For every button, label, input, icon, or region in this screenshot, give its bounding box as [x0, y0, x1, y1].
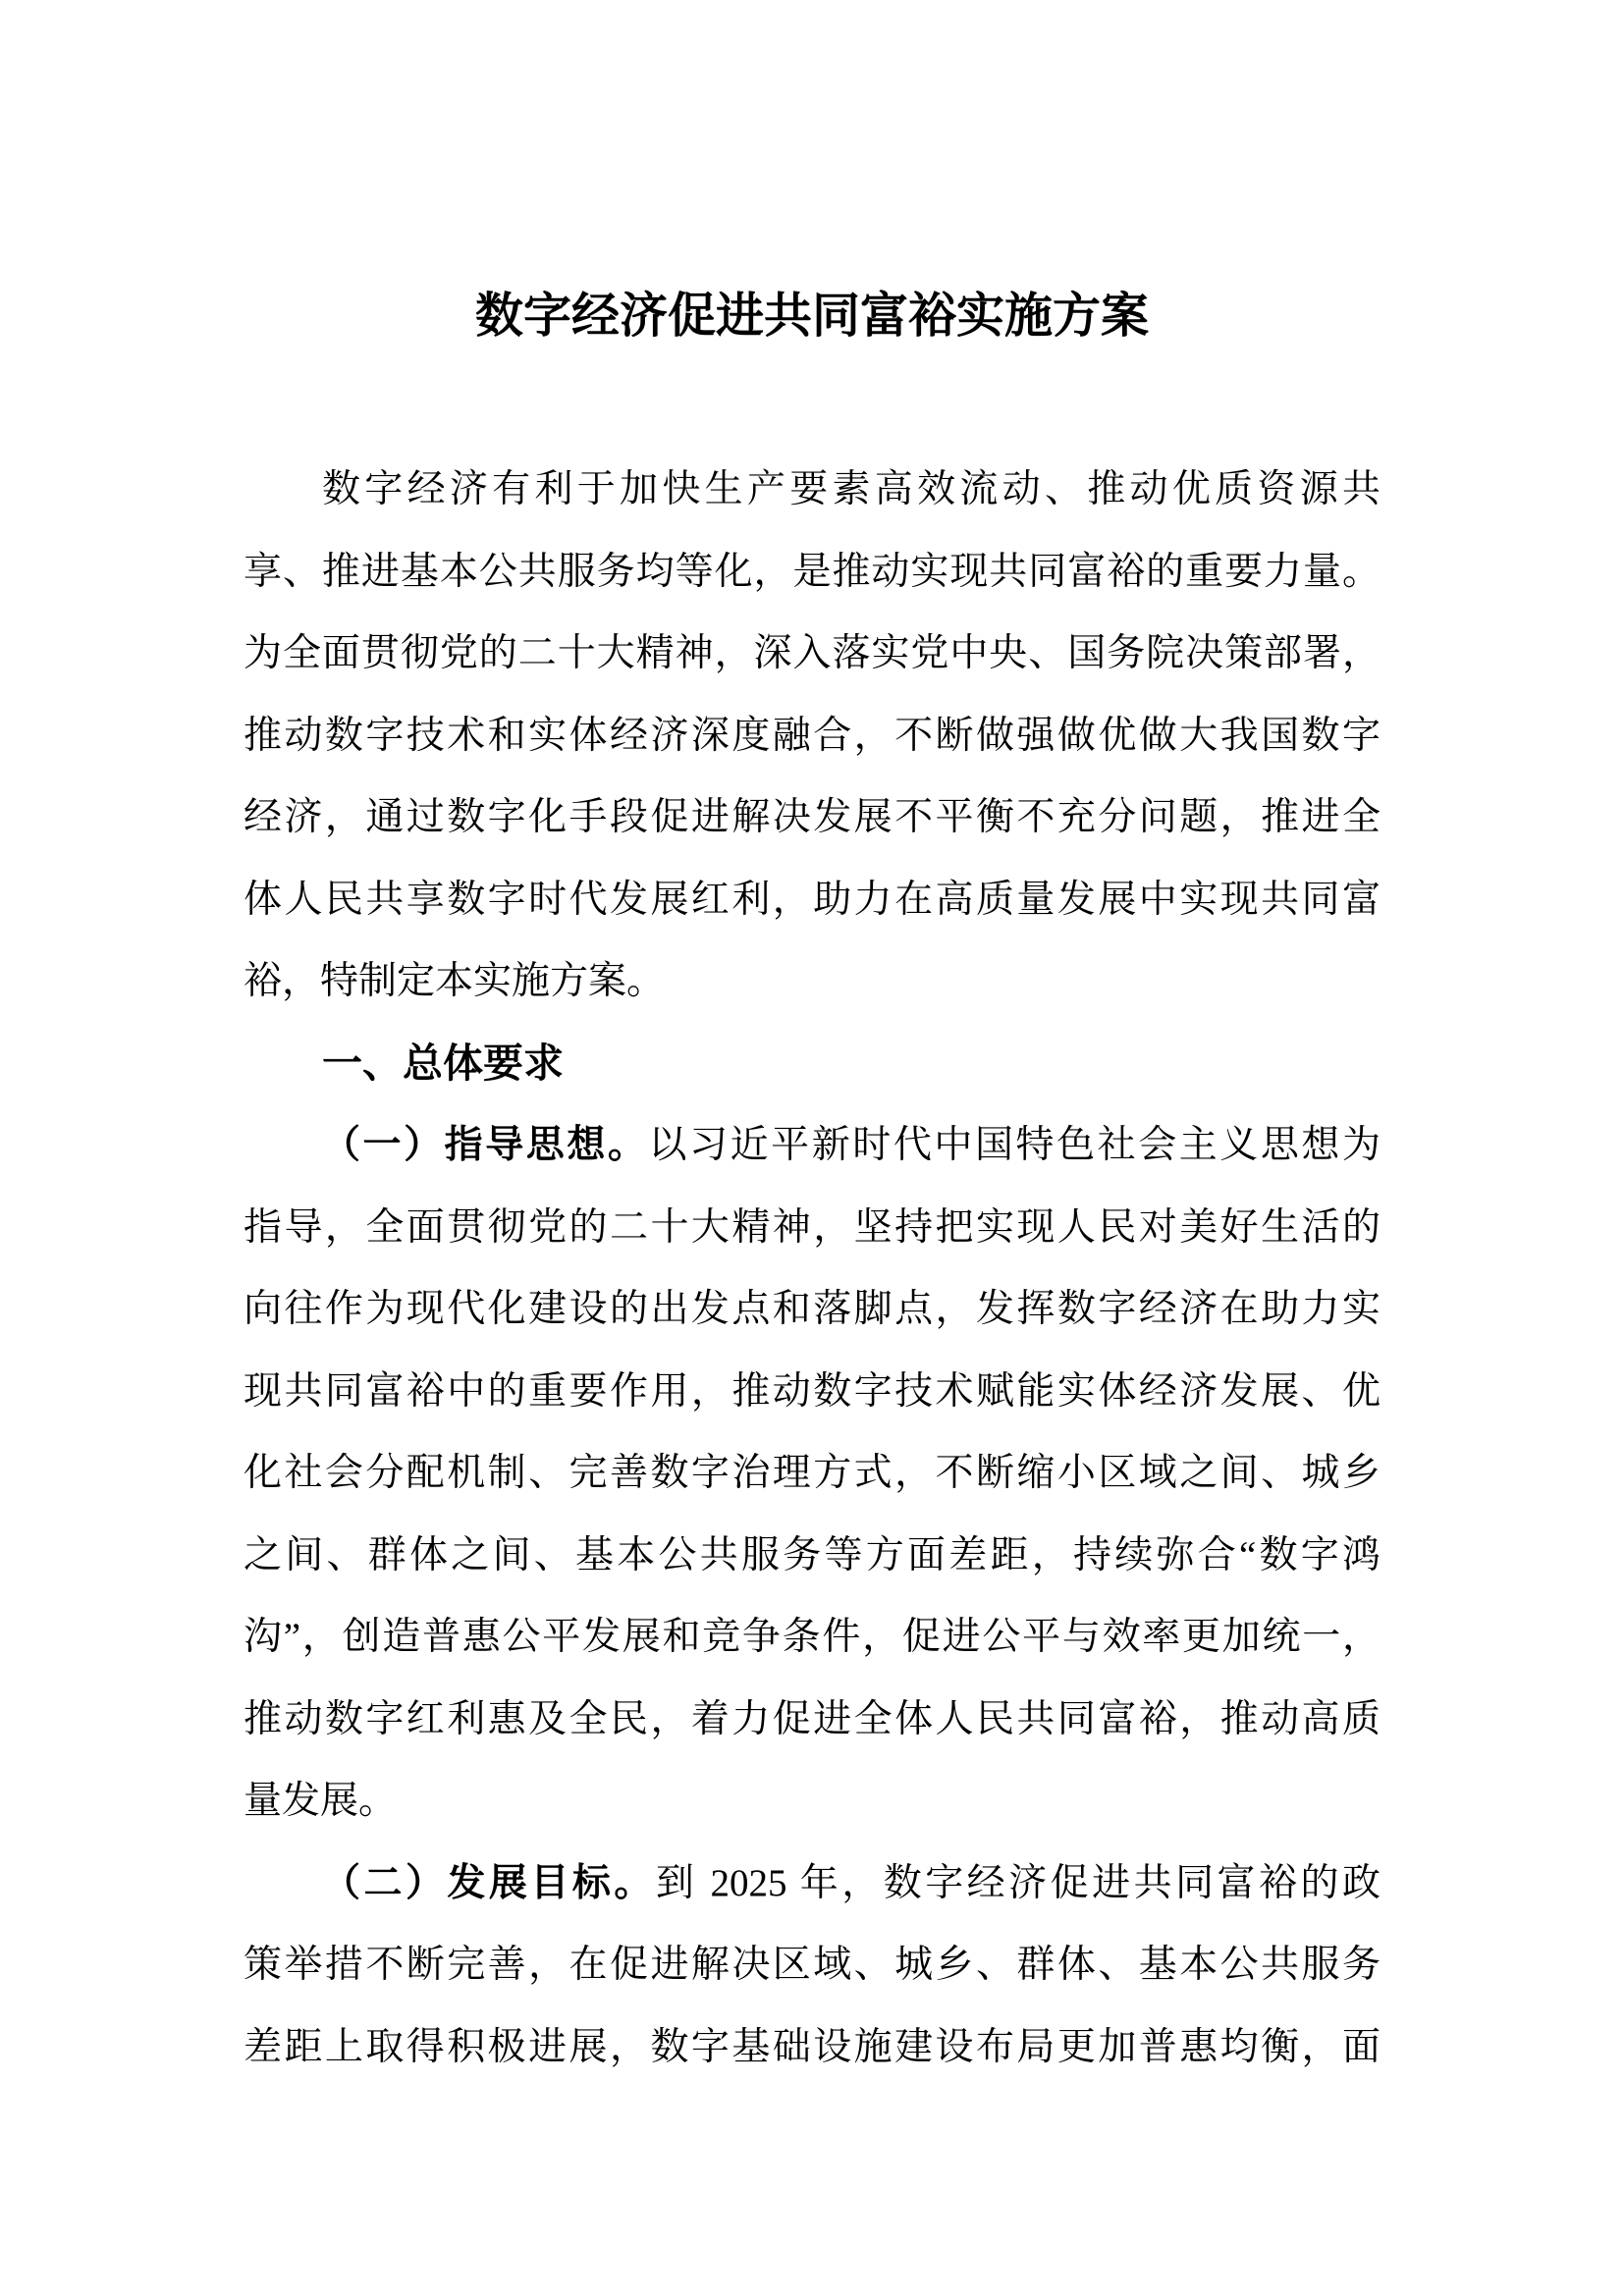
text-line	[244, 449, 1380, 531]
bold-lead-text: （二）发展目标。	[322, 1861, 656, 1904]
body-text: 指导，全面贯彻党的二十大精神，坚持把实现人民对美好生活的	[244, 1205, 1380, 1249]
body-text: 经济，通过数字化手段促进解决发展不平衡不充分问题，推进全	[244, 796, 1380, 838]
body-text: 数字经济有利于加快生产要素高效流动、推动优质资源共	[322, 468, 1380, 510]
text-line	[244, 1842, 1380, 1925]
text-line	[244, 1187, 1380, 1269]
text-line	[244, 531, 1380, 614]
text-line	[244, 1515, 1380, 1597]
text-line	[244, 1924, 1380, 2006]
body-text: 推动数字红利惠及全民，着力促进全体人民共同富裕，推动高质	[244, 1697, 1380, 1740]
body-text: 现共同富裕中的重要作用，推动数字技术赋能实体经济发展、优	[244, 1369, 1380, 1413]
body-text: 到 2025 年，数字经济促进共同富裕的政	[655, 1861, 1380, 1904]
text-line	[244, 695, 1380, 777]
body-text: 差距上取得积极进展，数字基础设施建设布局更加普惠均衡，面	[244, 2025, 1380, 2068]
body-text: 体人民共享数字时代发展红利，助力在高质量发展中实现共同富	[244, 878, 1380, 921]
body-text: 策举措不断完善，在促进解决区域、城乡、群体、基本公共服务	[244, 1944, 1380, 1986]
text-line	[244, 1679, 1380, 1761]
body-text: 享、推进基本公共服务均等化，是推动实现共同富裕的重要力量。	[244, 550, 1380, 593]
paragraph	[244, 449, 1380, 1023]
text-line	[244, 1351, 1380, 1433]
body-text: 化社会分配机制、完善数字治理方式，不断缩小区域之间、城乡	[244, 1452, 1380, 1494]
section-heading: 一、总体要求	[322, 1040, 564, 1086]
body-text: 推动数字技术和实体经济深度融合，不断做强做优做大我国数字	[244, 714, 1380, 757]
text-line	[244, 1432, 1380, 1515]
body-text: 量发展。	[244, 1780, 398, 1822]
text-line	[244, 613, 1380, 695]
text-line	[244, 1268, 1380, 1351]
text-line	[244, 1596, 1380, 1679]
text-line	[244, 940, 1380, 1023]
body-text: 以习近平新时代中国特色社会主义思想为	[648, 1124, 1380, 1166]
paragraph	[244, 1842, 1380, 2089]
text-line	[244, 2006, 1380, 2089]
body-text: 向往作为现代化建设的出发点和落脚点，发挥数字经济在助力实	[244, 1288, 1380, 1330]
paragraph	[244, 1104, 1380, 1842]
body-text: 裕，特制定本实施方案。	[244, 960, 666, 1002]
text-line	[244, 1760, 1380, 1842]
body-text: 沟”，创造普惠公平发展和竞争条件，促进公平与效率更加统一，	[244, 1616, 1380, 1658]
document-body	[244, 449, 1380, 2088]
bold-lead-text: （一）指导思想。	[322, 1124, 649, 1166]
document-title: 数字经济促进共同富裕实施方案	[474, 289, 1149, 343]
body-text: 之间、群体之间、基本公共服务等方面差距，持续弥合“数字鸿	[244, 1533, 1380, 1576]
body-text: 为全面贯彻党的二十大精神，深入落实党中央、国务院决策部署，	[244, 632, 1380, 674]
text-line	[244, 859, 1380, 941]
text-line	[244, 776, 1380, 859]
text-line	[244, 1104, 1380, 1187]
